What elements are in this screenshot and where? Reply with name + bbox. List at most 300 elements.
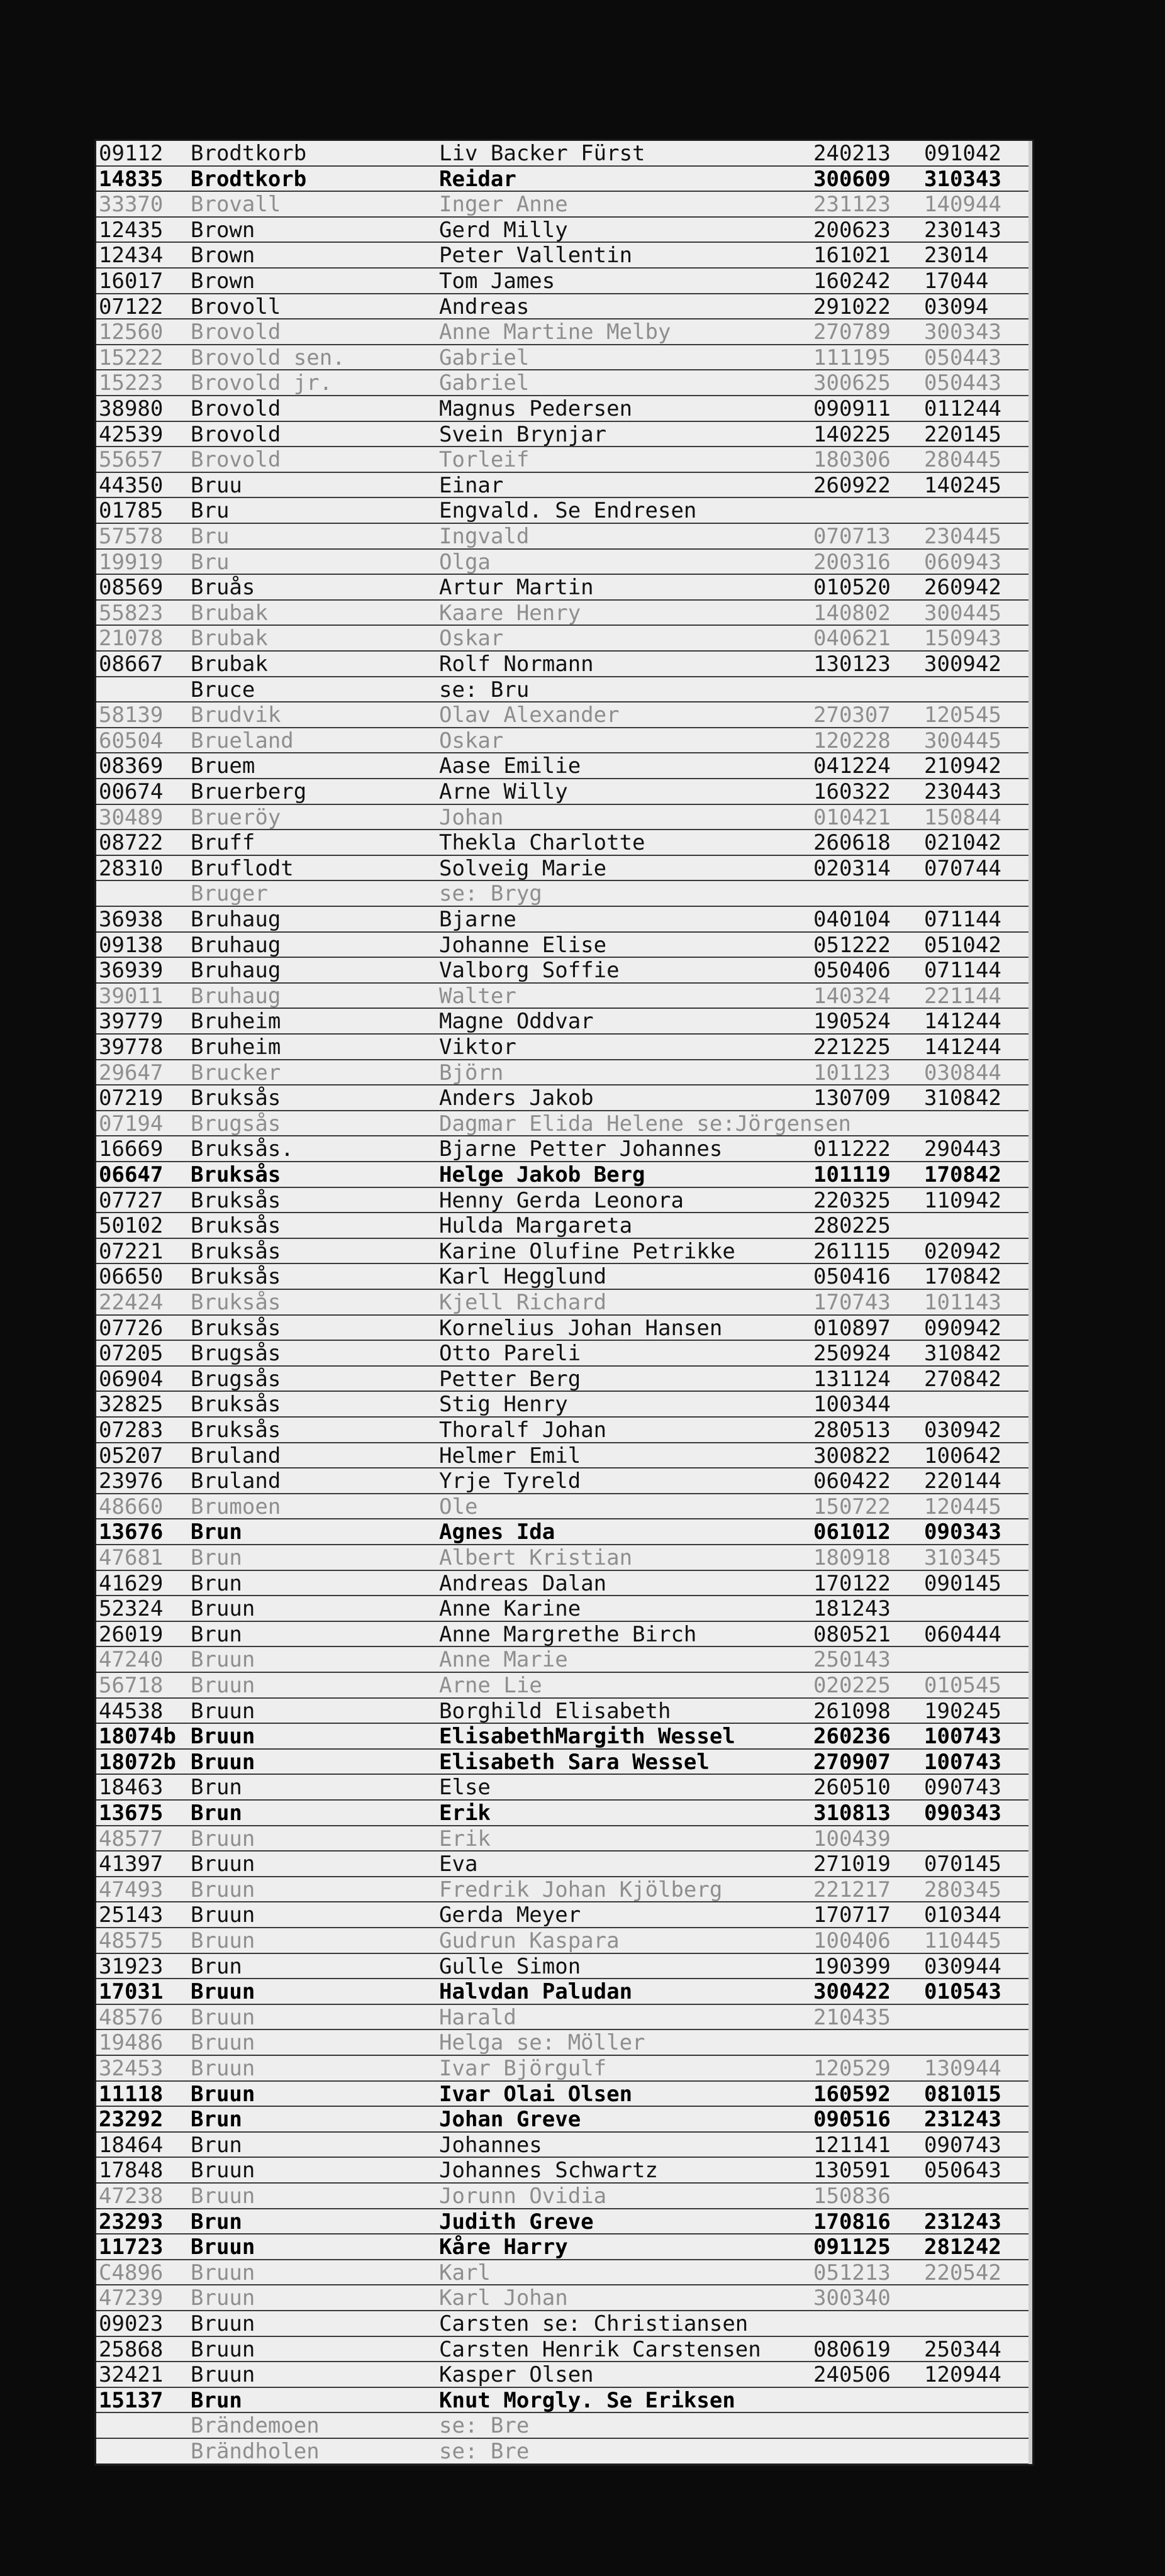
record-given-name: Eva: [439, 1852, 478, 1877]
record-row: [96, 2133, 1032, 2158]
card-edge: [1028, 141, 1032, 2464]
record-registration-date: 090343: [924, 1519, 1001, 1545]
record-number: 07194: [99, 1111, 164, 1136]
record-row: [96, 2184, 1032, 2209]
record-number: 47493: [99, 1877, 164, 1902]
record-registration-date: 011244: [924, 396, 1001, 421]
record-number: 48576: [99, 2004, 164, 2030]
record-number: 09138: [99, 932, 164, 958]
record-given-name: Gabriel: [439, 345, 530, 370]
record-number: 42539: [99, 421, 164, 447]
record-row: [96, 1468, 1032, 1494]
record-registration-date: 250344: [924, 2336, 1001, 2362]
record-surname: Bru: [191, 498, 230, 524]
record-number: 19919: [99, 549, 164, 575]
record-row: [96, 1979, 1032, 2005]
record-registration-date: 221144: [924, 983, 1001, 1009]
record-surname: Brun: [191, 1953, 242, 1979]
record-surname: Brun: [191, 1570, 242, 1596]
record-birth-date: 080521: [813, 1621, 891, 1647]
record-surname: Bruksås: [191, 1238, 281, 1264]
record-registration-date: 090743: [924, 1775, 1001, 1801]
record-registration-date: 021042: [924, 830, 1001, 856]
record-surname: Bruun: [191, 2158, 255, 2184]
record-registration-date: 310842: [924, 1085, 1001, 1111]
record-number: 06647: [99, 1162, 164, 1187]
record-given-name: Anne Karine: [439, 1596, 581, 1622]
record-registration-date: 300445: [924, 728, 1001, 753]
record-registration-date: 260942: [924, 575, 1001, 601]
record-row: [96, 1622, 1032, 1648]
record-surname: Brovold sen.: [191, 345, 345, 370]
record-number: 07726: [99, 1315, 164, 1341]
record-birth-date: 261098: [813, 1698, 891, 1724]
record-number: 23293: [99, 2209, 164, 2235]
record-given-name: Svein Brynjar: [439, 421, 607, 447]
record-given-name: Erik: [439, 1826, 491, 1852]
record-registration-date: 310345: [924, 1545, 1001, 1570]
record-number: 55823: [99, 600, 164, 626]
record-registration-date: 090743: [924, 2132, 1001, 2158]
record-row: [96, 2439, 1032, 2464]
record-registration-date: 230143: [924, 217, 1001, 243]
record-registration-date: 231243: [924, 2107, 1001, 2133]
record-birth-date: 160242: [813, 269, 891, 294]
record-row: [96, 2388, 1032, 2414]
record-birth-date: 170743: [813, 1290, 891, 1315]
record-surname: Bruheim: [191, 1035, 281, 1060]
record-surname: Bruun: [191, 1596, 255, 1622]
record-row: [96, 1673, 1032, 1699]
record-surname: Bruksås: [191, 1162, 281, 1187]
record-given-name: Aase Emilie: [439, 753, 581, 779]
record-given-name: Halvdan Paludan: [439, 1979, 633, 2005]
record-given-name: Kåre Harry: [439, 2235, 568, 2260]
record-surname: Brovold: [191, 447, 281, 473]
record-number: 60504: [99, 728, 164, 753]
record-registration-date: 081015: [924, 2081, 1001, 2107]
record-registration-date: 120445: [924, 1494, 1001, 1519]
record-registration-date: 090942: [924, 1315, 1001, 1341]
record-surname: Brovold: [191, 396, 281, 421]
record-row: [96, 1239, 1032, 1265]
record-number: 32825: [99, 1392, 164, 1418]
record-surname: Bruflodt: [191, 855, 294, 881]
record-given-name: Bjarne: [439, 907, 516, 932]
record-number: 07221: [99, 1238, 164, 1264]
record-birth-date: 100344: [813, 1392, 891, 1418]
record-number: 39778: [99, 1035, 164, 1060]
record-row: [96, 1316, 1032, 1341]
record-given-name: Reidar: [439, 166, 516, 192]
record-given-name: Thoralf Johan: [439, 1418, 607, 1443]
record-row: [96, 1826, 1032, 1852]
record-registration-date: 060943: [924, 549, 1001, 575]
record-surname: Bruu: [191, 472, 242, 498]
record-birth-date: 180918: [813, 1545, 891, 1570]
record-row: [96, 2285, 1032, 2311]
record-registration-date: 060444: [924, 1621, 1001, 1647]
record-given-name: Gerd Milly: [439, 217, 568, 243]
record-given-name: Stig Henry: [439, 1392, 568, 1418]
record-given-name: Knut Morgly. Se Eriksen: [439, 2387, 735, 2413]
record-surname: Brown: [191, 217, 255, 243]
record-birth-date: 091125: [813, 2235, 891, 2260]
record-registration-date: 110445: [924, 1928, 1001, 1953]
record-surname: Brovall: [191, 192, 281, 218]
record-surname: Brun: [191, 1775, 242, 1801]
record-surname: Bru: [191, 549, 230, 575]
record-surname: Bruun: [191, 2004, 255, 2030]
record-surname: Bru: [191, 524, 230, 549]
record-surname: Bruland: [191, 1443, 281, 1468]
record-surname: Bruun: [191, 2260, 255, 2285]
record-given-name: se: Bre: [439, 2413, 530, 2439]
record-surname: Bruun: [191, 2081, 255, 2107]
record-birth-date: 041224: [813, 753, 891, 779]
record-row: [96, 1724, 1032, 1750]
record-surname: Bruun: [191, 2030, 255, 2056]
record-given-name: Helge Jakob Berg: [439, 1162, 645, 1187]
record-registration-date: 030942: [924, 1418, 1001, 1443]
record-given-name: Helmer Emil: [439, 1443, 581, 1468]
record-registration-date: 210942: [924, 753, 1001, 779]
record-given-name: se: Bryg: [439, 881, 542, 907]
record-row: [96, 958, 1032, 984]
record-number: 16017: [99, 269, 164, 294]
record-surname: Bruce: [191, 677, 255, 702]
record-surname: Bruff: [191, 830, 255, 856]
record-registration-date: 050643: [924, 2158, 1001, 2184]
record-number: 58139: [99, 702, 164, 728]
record-birth-date: 051222: [813, 932, 891, 958]
record-row: [96, 2362, 1032, 2388]
record-birth-date: 120228: [813, 728, 891, 753]
record-given-name: Karl Hegglund: [439, 1264, 607, 1290]
record-birth-date: 270907: [813, 1749, 891, 1775]
record-number: 47240: [99, 1647, 164, 1673]
record-number: 47239: [99, 2285, 164, 2311]
record-birth-date: 150836: [813, 2184, 891, 2209]
record-registration-date: 150844: [924, 804, 1001, 830]
record-given-name: Kasper Olsen: [439, 2362, 594, 2388]
record-birth-date: 250924: [813, 1341, 891, 1367]
record-number: 12434: [99, 243, 164, 269]
record-given-name: Artur Martin: [439, 575, 594, 601]
record-row: [96, 830, 1032, 856]
record-number: 41629: [99, 1570, 164, 1596]
record-surname: Brovold jr.: [191, 370, 333, 396]
record-birth-date: 200316: [813, 549, 891, 575]
record-surname: Bruun: [191, 2235, 255, 2260]
record-number: 50102: [99, 1213, 164, 1239]
record-number: 11723: [99, 2235, 164, 2260]
record-surname: Brun: [191, 2387, 242, 2413]
record-row: [96, 933, 1032, 958]
record-registration-date: 300343: [924, 319, 1001, 345]
record-birth-date: 260618: [813, 830, 891, 856]
record-row: [96, 626, 1032, 652]
record-birth-date: 101119: [813, 1162, 891, 1187]
record-number: 08722: [99, 830, 164, 856]
record-row: [96, 856, 1032, 882]
record-given-name: Fredrik Johan Kjölberg: [439, 1877, 723, 1902]
record-number: 41397: [99, 1852, 164, 1877]
record-registration-date: 280345: [924, 1877, 1001, 1902]
record-surname: Brubak: [191, 626, 268, 652]
record-birth-date: 090911: [813, 396, 891, 421]
record-given-name: Inger Anne: [439, 192, 568, 218]
record-registration-date: 310343: [924, 166, 1001, 192]
record-surname: Bruun: [191, 2056, 255, 2081]
record-row: [96, 498, 1032, 524]
record-birth-date: 040621: [813, 626, 891, 652]
record-given-name: Carsten Henrik Carstensen: [439, 2336, 761, 2362]
record-number: 12435: [99, 217, 164, 243]
record-registration-date: 170842: [924, 1162, 1001, 1187]
record-number: 56718: [99, 1673, 164, 1698]
record-number: 18072b: [99, 1749, 176, 1775]
record-surname: Bruksås: [191, 1418, 281, 1443]
record-row: [96, 370, 1032, 396]
record-given-name: ElisabethMargith Wessel: [439, 1724, 735, 1750]
record-row: [96, 702, 1032, 728]
record-surname: Bruksås.: [191, 1136, 294, 1162]
record-registration-date: 23014: [924, 243, 989, 269]
record-surname: Bruun: [191, 2362, 255, 2388]
record-given-name: Elisabeth Sara Wessel: [439, 1749, 710, 1775]
record-row: [96, 141, 1032, 167]
record-number: 22424: [99, 1290, 164, 1315]
record-row: [96, 1519, 1032, 1545]
record-given-name: Thekla Charlotte: [439, 830, 645, 856]
record-given-name: Liv Backer Fürst: [439, 141, 645, 166]
record-number: 08667: [99, 652, 164, 677]
record-given-name: Harald: [439, 2004, 516, 2030]
record-given-name: Agnes Ida: [439, 1519, 555, 1545]
record-given-name: Andreas Dalan: [439, 1570, 607, 1596]
record-surname: Bruun: [191, 1928, 255, 1953]
record-registration-date: 17044: [924, 269, 989, 294]
record-registration-date: 091042: [924, 141, 1001, 166]
record-registration-date: 230445: [924, 524, 1001, 549]
record-given-name: Ivar Olai Olsen: [439, 2081, 633, 2107]
record-given-name: Johannes Schwartz: [439, 2158, 658, 2184]
record-birth-date: 190524: [813, 1009, 891, 1035]
record-birth-date: 220325: [813, 1187, 891, 1213]
record-surname: Brun: [191, 1545, 242, 1570]
record-registration-date: 03094: [924, 294, 989, 319]
record-row: [96, 1647, 1032, 1673]
record-row: [96, 1699, 1032, 1724]
record-given-name: Peter Vallentin: [439, 243, 633, 269]
record-surname: Bruksås: [191, 1213, 281, 1239]
record-birth-date: 050416: [813, 1264, 891, 1290]
record-surname: Bruun: [191, 1877, 255, 1902]
record-given-name: Oskar: [439, 728, 504, 753]
record-row: [96, 2082, 1032, 2107]
record-given-name: Hulda Margareta: [439, 1213, 633, 1239]
record-row: [96, 2030, 1032, 2056]
record-number: 52324: [99, 1596, 164, 1622]
record-registration-date: 010545: [924, 1673, 1001, 1698]
record-registration-date: 020942: [924, 1238, 1001, 1264]
record-given-name: Henny Gerda Leonora: [439, 1187, 684, 1213]
record-given-name: Walter: [439, 983, 516, 1009]
record-given-name: Anne Marie: [439, 1647, 568, 1673]
record-birth-date: 310813: [813, 1801, 891, 1826]
record-given-name: Einar: [439, 472, 504, 498]
record-surname: Bruksås: [191, 1085, 281, 1111]
record-given-name: Gudrun Kaspara: [439, 1928, 620, 1953]
record-birth-date: 300822: [813, 1443, 891, 1468]
record-row: [96, 2413, 1032, 2439]
record-surname: Bruhaug: [191, 932, 281, 958]
record-number: 13675: [99, 1801, 164, 1826]
record-birth-date: 020314: [813, 855, 891, 881]
record-birth-date: 271019: [813, 1852, 891, 1877]
record-given-name: Kaare Henry: [439, 600, 581, 626]
record-number: 25868: [99, 2336, 164, 2362]
record-registration-date: 281242: [924, 2235, 1001, 2260]
record-surname: Bruheim: [191, 1009, 281, 1035]
record-registration-date: 051042: [924, 932, 1001, 958]
record-given-name: Magnus Pedersen: [439, 396, 633, 421]
record-number: 07205: [99, 1341, 164, 1367]
record-surname: Brugsås: [191, 1111, 281, 1136]
record-number: 23292: [99, 2107, 164, 2133]
record-birth-date: 140802: [813, 600, 891, 626]
record-surname: Bruun: [191, 1826, 255, 1852]
record-given-name: Kjell Richard: [439, 1290, 607, 1315]
record-birth-date: 180306: [813, 447, 891, 473]
record-number: 32421: [99, 2362, 164, 2388]
record-row: [96, 2311, 1032, 2337]
record-row: [96, 1928, 1032, 1954]
record-number: 09023: [99, 2311, 164, 2336]
record-given-name: Karine Olufine Petrikke: [439, 1238, 735, 1264]
record-number: 39011: [99, 983, 164, 1009]
record-birth-date: 111195: [813, 345, 891, 370]
record-number: 47681: [99, 1545, 164, 1570]
record-registration-date: 141244: [924, 1035, 1001, 1060]
record-given-name: Yrje Tyreld: [439, 1468, 581, 1494]
record-number: 17031: [99, 1979, 164, 2005]
record-given-name: Ole: [439, 1494, 478, 1519]
record-birth-date: 061012: [813, 1519, 891, 1545]
record-number: 08369: [99, 753, 164, 779]
record-given-name: Kornelius Johan Hansen: [439, 1315, 723, 1341]
record-registration-date: 310842: [924, 1341, 1001, 1367]
record-birth-date: 181243: [813, 1596, 891, 1622]
record-row: [96, 1009, 1032, 1035]
record-row: [96, 1290, 1032, 1316]
record-row: [96, 779, 1032, 805]
record-birth-date: 221225: [813, 1035, 891, 1060]
record-number: 13676: [99, 1519, 164, 1545]
record-birth-date: 190399: [813, 1953, 891, 1979]
record-given-name: Johannes: [439, 2132, 542, 2158]
record-registration-date: 230443: [924, 779, 1001, 804]
record-birth-date: 060422: [813, 1468, 891, 1494]
record-given-name: se: Bru: [439, 677, 530, 702]
record-birth-date: 170816: [813, 2209, 891, 2235]
record-surname: Bruem: [191, 753, 255, 779]
record-registration-date: 290443: [924, 1136, 1001, 1162]
record-number: 26019: [99, 1621, 164, 1647]
record-surname: Bruun: [191, 1979, 255, 2005]
record-registration-date: 070145: [924, 1852, 1001, 1877]
record-registration-date: 120944: [924, 2362, 1001, 2388]
record-row: [96, 1213, 1032, 1239]
record-given-name: Gulle Simon: [439, 1953, 581, 1979]
record-surname: Brueland: [191, 728, 294, 753]
record-birth-date: 200623: [813, 217, 891, 243]
record-birth-date: 010520: [813, 575, 891, 601]
record-surname: Brubak: [191, 600, 268, 626]
record-registration-date: 280445: [924, 447, 1001, 473]
record-registration-date: 110942: [924, 1187, 1001, 1213]
record-surname: Brugsås: [191, 1341, 281, 1367]
record-row: [96, 294, 1032, 320]
record-number: 08569: [99, 575, 164, 601]
record-birth-date: 280225: [813, 1213, 891, 1239]
record-birth-date: 170122: [813, 1570, 891, 1596]
record-given-name: Björn: [439, 1060, 504, 1085]
record-row: [96, 1494, 1032, 1520]
record-number: 48577: [99, 1826, 164, 1852]
record-surname: Brun: [191, 2209, 242, 2235]
record-row: [96, 1367, 1032, 1392]
record-surname: Brugsås: [191, 1366, 281, 1392]
record-row: [96, 1954, 1032, 1980]
record-surname: Bruun: [191, 2311, 255, 2336]
record-given-name: Magne Oddvar: [439, 1009, 594, 1035]
record-birth-date: 170717: [813, 1902, 891, 1928]
record-row: [96, 1545, 1032, 1571]
record-birth-date: 131124: [813, 1366, 891, 1392]
record-surname: Bruger: [191, 881, 268, 907]
record-number: 29647: [99, 1060, 164, 1085]
record-birth-date: 040104: [813, 907, 891, 932]
record-row: [96, 218, 1032, 243]
record-row: [96, 1264, 1032, 1290]
record-surname: Brubak: [191, 652, 268, 677]
record-birth-date: 010421: [813, 804, 891, 830]
record-given-name: Dagmar Elida Helene se:Jörgensen: [439, 1111, 852, 1136]
record-row: [96, 1902, 1032, 1928]
record-birth-date: 300422: [813, 1979, 891, 2005]
record-row: [96, 1571, 1032, 1597]
record-birth-date: 260236: [813, 1724, 891, 1750]
record-surname: Bruun: [191, 2184, 255, 2209]
record-given-name: Jorunn Ovidia: [439, 2184, 607, 2209]
record-given-name: Olga: [439, 549, 491, 575]
record-registration-date: 190245: [924, 1698, 1001, 1724]
record-birth-date: 161021: [813, 243, 891, 269]
record-number: 28310: [99, 855, 164, 881]
record-given-name: Arne Willy: [439, 779, 568, 804]
record-birth-date: 260510: [813, 1775, 891, 1801]
record-birth-date: 050406: [813, 958, 891, 984]
record-row: [96, 269, 1032, 294]
record-registration-date: 141244: [924, 1009, 1001, 1035]
record-surname: Brun: [191, 2132, 242, 2158]
record-row: [96, 396, 1032, 422]
record-row: [96, 677, 1032, 703]
record-row: [96, 447, 1032, 473]
record-birth-date: 130591: [813, 2158, 891, 2184]
